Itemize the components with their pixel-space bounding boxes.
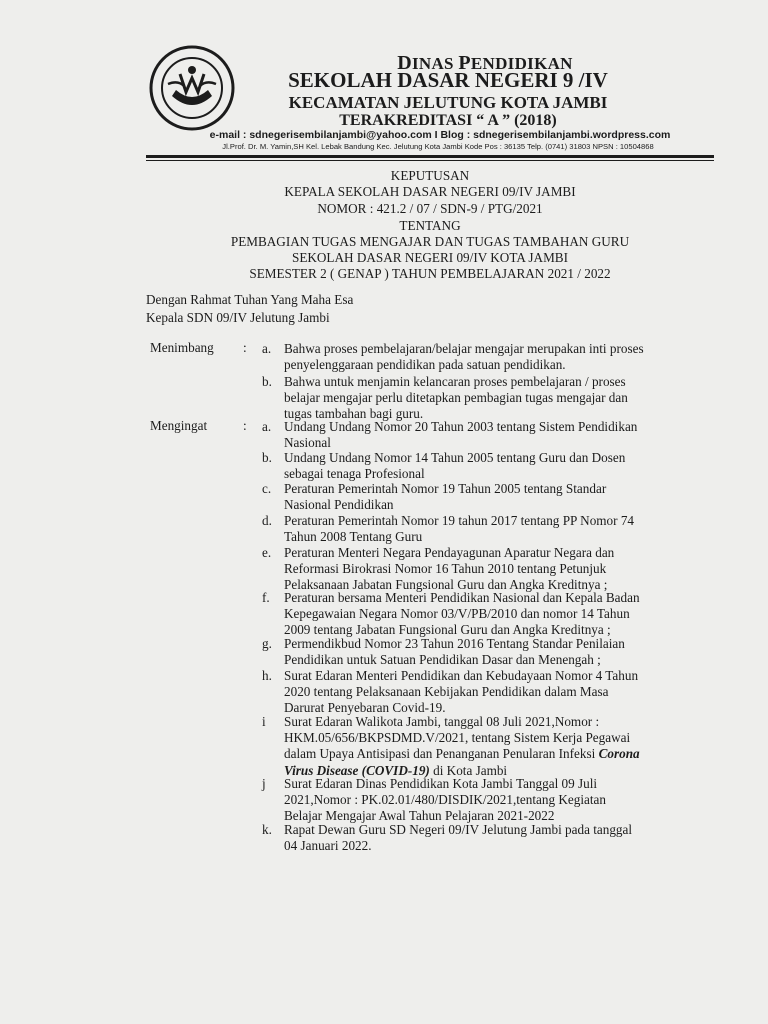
mengingat-item-a: a. Undang Undang Nomor 20 Tahun 2003 tentang Sistem Pendidikan Nasional xyxy=(262,419,638,451)
mengingat-item-i: i Surat Edaran Walikota Jambi, tanggal 08 Juli 2021,Nomor : HKM.05/656/BKPSDMD.V/2021, tentang Sistem Kerja Pegawai dalam Upaya Antisipasi dan Penanganan Penularan Infeksi Corona Virus Disease (COVID-19) di Kota Jambi xyxy=(262,714,640,778)
tut-wuri-handayani-logo xyxy=(148,44,236,132)
mengingat-item-c: c. Peraturan Pemerintah Nomor 19 Tahun 2005 tentang Standar Nasional Pendidikan xyxy=(262,481,607,513)
mengingat-item-k: k. Rapat Dewan Guru SD Negeri 09/IV Jelutung Jambi pada tanggal 04 Januari 2022. xyxy=(262,822,633,854)
mengingat-item-h: h. Surat Edaran Menteri Pendidikan dan Kebudayaan Nomor 4 Tahun 2020 tentang Pelaksanaan Kebijakan Pendidikan dalam Masa Darurat Penyebaran Covid-19. xyxy=(262,668,639,716)
mengingat-item-e: e. Peraturan Menteri Negara Pendayagunan Aparatur Negara dan Reformasi Birokrasi Nomor 16 Tahun 2010 tentang Petunjuk Pelaksanaan Jabatan Fungsional Guru dan Angka Kreditnya ; xyxy=(262,545,615,593)
menimbang-colon: : xyxy=(243,340,247,355)
menimbang-label: Menimbang xyxy=(150,340,214,355)
letterhead-rule-thick xyxy=(146,155,714,158)
menimbang-item-a: a. Bahwa proses pembelajaran/belajar mengajar merupakan inti proses penyelenggaraan pendidikan pada satuan pendidikan. xyxy=(262,341,644,373)
contact-line: e-mail : sdnegerisembilanjambi@yahoo.com I Blog : sdnegerisembilanjambi.wordpress.com xyxy=(209,129,671,141)
school-name: SEKOLAH DASAR NEGERI 9 /IV xyxy=(288,68,608,92)
mengingat-item-f: f. Peraturan bersama Menteri Pendidikan Nasional dan Kepala Badan Kepegawaian Negara Nomor 03/V/PB/2010 dan nomor 14 Tahun 2009 tentang Jabatan Fungsional Guru dan Angka Kreditnya ; xyxy=(262,590,640,638)
title-line-1: KEPUTUSAN xyxy=(390,168,470,183)
title-line-3: NOMOR : 421.2 / 07 / SDN-9 / PTG/2021 xyxy=(317,201,543,216)
opening-line-1: Dengan Rahmat Tuhan Yang Maha Esa xyxy=(146,292,354,307)
letterhead-rule-thin xyxy=(146,160,714,161)
agency-name: DINAS PENDIDIKAN xyxy=(397,52,573,74)
mengingat-item-g: g. Permendikbud Nomor 23 Tahun 2016 Tentang Standar Penilaian Pendidikan untuk Satuan Pendidikan Dasar dan Menengah ; xyxy=(262,636,625,668)
district-name: KECAMATAN JELUTUNG KOTA JAMBI xyxy=(288,93,608,112)
address-line: Jl.Prof. Dr. M. Yamin,SH Kel. Lebak Bandung Kec. Jelutung Kota Jambi Kode Pos : 36135 Telp. (0741) 31803 NPSN : 10504868 xyxy=(222,142,654,151)
title-line-7: SEMESTER 2 ( GENAP ) TAHUN PEMBELAJARAN 2021 / 2022 xyxy=(249,266,611,281)
menimbang-item-b: b. Bahwa untuk menjamin kelancaran proses pembelajaran / proses belajar mengajar perlu ditetapkan pembagian tugas mengajar dan tugas tambahan bagi guru. xyxy=(262,374,628,422)
accreditation: TERAKREDITASI “ A ” (2018) xyxy=(339,112,557,129)
mengingat-item-j: j Surat Edaran Dinas Pendidikan Kota Jambi Tanggal 09 Juli 2021,Nomor : PK.02.01/480/DISDIK/2021,tentang Kegiatan Belajar Mengajar Awal Tahun Pelajaran 2021-2022 xyxy=(262,776,606,824)
mengingat-label: Mengingat xyxy=(150,418,208,433)
opening-line-2: Kepala SDN 09/IV Jelutung Jambi xyxy=(146,310,330,325)
title-line-2: KEPALA SEKOLAH DASAR NEGERI 09/IV JAMBI xyxy=(284,184,576,199)
mengingat-item-d: d. Peraturan Pemerintah Nomor 19 tahun 2017 tentang PP Nomor 74 Tahun 2008 Tentang Guru xyxy=(262,513,635,545)
title-line-4: TENTANG xyxy=(399,218,461,233)
title-line-5: PEMBAGIAN TUGAS MENGAJAR DAN TUGAS TAMBAHAN GURU xyxy=(230,234,630,249)
mengingat-colon: : xyxy=(243,418,247,433)
title-line-6: SEKOLAH DASAR NEGERI 09/IV KOTA JAMBI xyxy=(291,250,568,265)
mengingat-item-b: b. Undang Undang Nomor 14 Tahun 2005 tentang Guru dan Dosen sebagai tenaga Profesional xyxy=(262,450,626,482)
